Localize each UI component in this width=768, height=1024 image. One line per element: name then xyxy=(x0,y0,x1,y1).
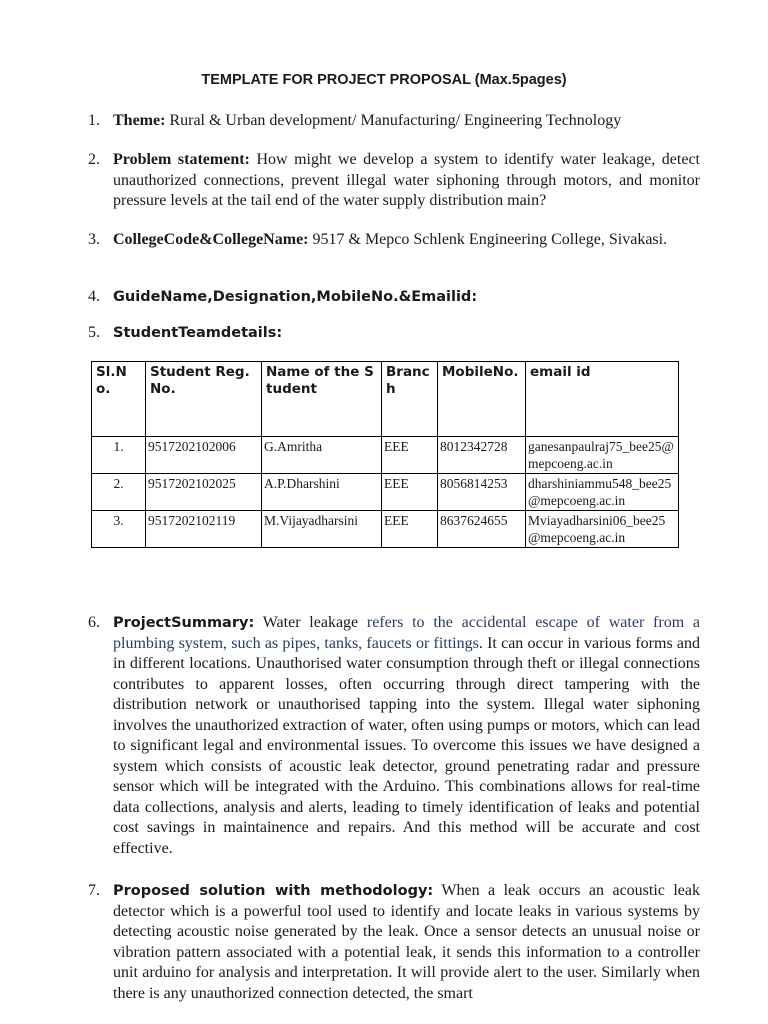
cell-name: G.Amritha xyxy=(262,437,382,474)
cell-mobile: 8637624655 xyxy=(438,511,526,548)
item-number: 1. xyxy=(88,112,100,129)
college-label: CollegeCode&CollegeName: xyxy=(113,231,309,248)
cell-branch: EEE xyxy=(382,437,438,474)
item-number: 3. xyxy=(88,231,100,248)
header-reg-no: Student Reg. No. xyxy=(146,362,262,437)
cell-name: M.Vijayadharsini xyxy=(262,511,382,548)
summary-highlight: refers to the accidental escape of water from a plumbing system, such as pipes, tanks, faucets or fittings xyxy=(113,614,701,652)
item-number: 5. xyxy=(88,324,100,341)
cell-email: dharshiniammu548_bee25@mepcoeng.ac.in xyxy=(526,474,679,511)
section-problem-statement xyxy=(88,150,700,212)
header-mobile: MobileNo. xyxy=(438,362,526,437)
cell-mobile: 8012342728 xyxy=(438,437,526,474)
team-label: StudentTeamdetails: xyxy=(113,325,283,341)
cell-mobile: 8056814253 xyxy=(438,474,526,511)
section-guide xyxy=(88,287,700,308)
cell-email: ganesanpaulraj75_bee25@mepcoeng.ac.in xyxy=(526,437,679,474)
cell-sl-no: 2. xyxy=(92,474,146,511)
table-row xyxy=(92,511,679,548)
section-student-team xyxy=(88,323,700,344)
cell-sl-no: 1. xyxy=(92,437,146,474)
cell-email: Mviayadharsini06_bee25@mepcoeng.ac.in xyxy=(526,511,679,548)
theme-label: Theme: xyxy=(113,112,166,129)
cell-name: A.P.Dharshini xyxy=(262,474,382,511)
table-row xyxy=(92,474,679,511)
header-name: Name of the Student xyxy=(262,362,382,437)
item-number: 2. xyxy=(88,151,100,168)
section-proposed-solution xyxy=(88,881,700,1004)
section-project-summary xyxy=(88,613,700,859)
theme-text: Rural & Urban development/ Manufacturing/ Engineering Technology xyxy=(165,112,622,129)
item-number: 7. xyxy=(88,882,100,899)
cell-branch: EEE xyxy=(382,511,438,548)
summary-text-a: Water leakage xyxy=(254,614,367,631)
summary-label: ProjectSummary: xyxy=(113,615,255,631)
solution-label: Proposed solution with methodology: xyxy=(113,883,434,899)
guide-label: GuideName,Designation,MobileNo.&Emailid: xyxy=(113,289,478,305)
solution-text: When a leak occurs an acoustic leak detector which is a powerful tool used to identify and locate leaks in various systems by detecting acoustic noise generated by the leak. Once a sensor detects an unusual noise or vibration pattern associated with a potential leak, it sends this information to a controller unit arduino for analysis and interpretation. It will provide alert to the user. Similarly when there is any unauthorized connection detected, the smart xyxy=(113,882,701,1002)
cell-reg-no: 9517202102119 xyxy=(146,511,262,548)
summary-text-b: . It can occur in various forms and in different locations. Unauthorised water consumption through theft or illegal connections contributes to apparent losses, often occurring through direct tampering with the distribution network or unauthorised tapping into the system. Illegal water siphoning involves the unauthorized extraction of water, often using pumps or motors, which can lead to significant legal and environmental issues. To overcome this issues we have designed a system which consists of acoustic leak detector, ground penetrating radar and pressure sensor which will be integrated with the Arduino. This combinations allows for real-time data collections, analysis and alerts, leading to timely identification of leaks and potential cost savings in maintainence and repairs. And this method will be accurate and cost effective. xyxy=(113,634,701,857)
problem-text: How might we develop a system to identify water leakage, detect unauthorized connections, prevent illegal water siphoning through motors, and monitor pressure levels at the tail end of the water supply distribution main? xyxy=(113,151,701,209)
student-team-table xyxy=(91,361,679,548)
problem-label: Problem statement: xyxy=(113,151,250,168)
cell-sl-no: 3. xyxy=(92,511,146,548)
item-number: 4. xyxy=(88,288,100,305)
cell-reg-no: 9517202102006 xyxy=(146,437,262,474)
item-number: 6. xyxy=(88,614,100,631)
college-text: 9517 & Mepco Schlenk Engineering College, Sivakasi. xyxy=(308,231,668,248)
table-row xyxy=(92,437,679,474)
cell-reg-no: 9517202102025 xyxy=(146,474,262,511)
section-theme xyxy=(88,111,700,132)
section-college xyxy=(88,230,700,251)
cell-branch: EEE xyxy=(382,474,438,511)
header-email: email id xyxy=(526,362,679,437)
header-sl-no: Sl.No. xyxy=(92,362,146,437)
table-header-row xyxy=(92,362,679,437)
document-title: TEMPLATE FOR PROJECT PROPOSAL (Max.5pages) xyxy=(201,72,567,88)
header-branch: Branch xyxy=(382,362,438,437)
